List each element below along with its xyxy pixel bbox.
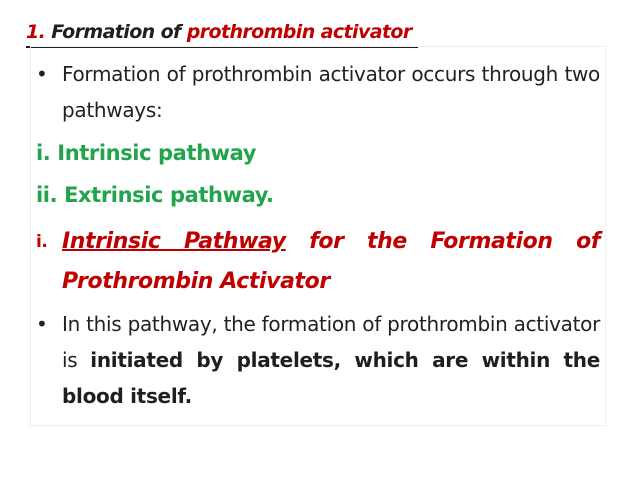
intrinsic-subheading <box>36 222 600 302</box>
subheading-underlined: Intrinsic Pathway <box>62 229 286 254</box>
bullet-platelets <box>36 306 600 414</box>
heading-number: 1. <box>26 21 46 43</box>
pathway-intrinsic: i. Intrinsic pathway <box>36 141 257 165</box>
pathway-extrinsic: ii. Extrinsic pathway. <box>36 183 274 207</box>
slide-heading <box>26 19 418 48</box>
bullet-plain-text: In this pathway, the formation of prothrombin activator is <box>62 312 600 372</box>
heading-red-text: prothrombin activator <box>186 21 412 43</box>
bullet-text: Formation of prothrombin activator occurs through two pathways: <box>62 62 600 122</box>
subheading-rest: for the Formation of Prothrombin Activator <box>62 229 600 294</box>
bullet-pathways-intro <box>36 56 600 128</box>
bullet-dot-icon: • <box>36 312 48 336</box>
bullet-bold-text: initiated by platelets, which are within the blood itself. <box>62 348 601 408</box>
subheading-marker: i. <box>36 232 48 252</box>
slide-content <box>36 56 600 414</box>
heading-black-text: Formation of <box>51 21 181 43</box>
bullet-dot-icon: • <box>36 62 48 86</box>
